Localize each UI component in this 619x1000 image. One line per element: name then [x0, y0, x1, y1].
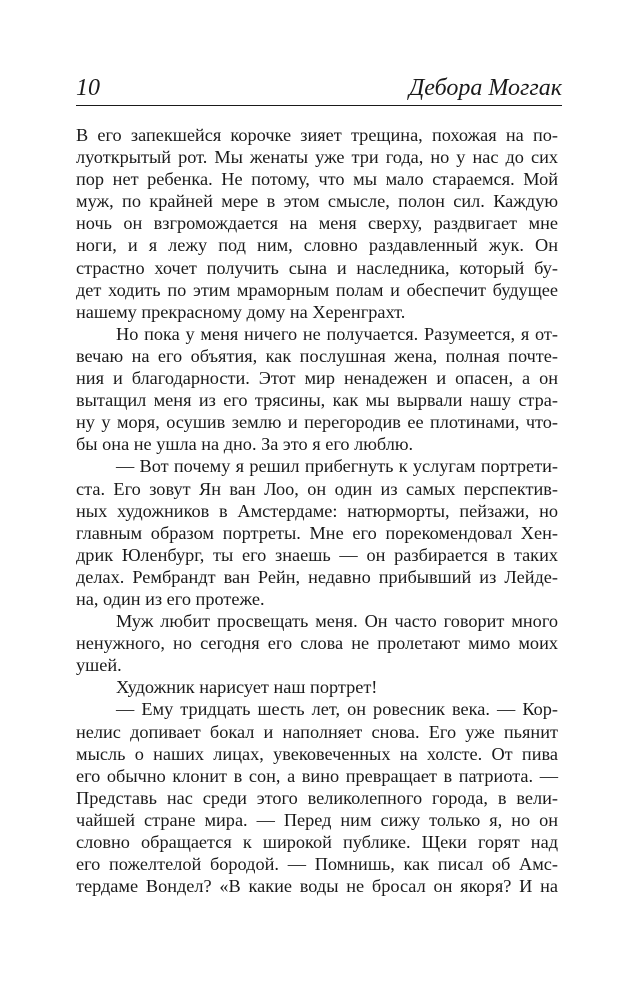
- text-line: на, один из его протеже.: [76, 588, 265, 609]
- text-line: ноги, и я лежу под ним, словно раздавленный жук. Он: [76, 235, 558, 256]
- text-line: В его запекшейся корочке зияет трещина, похожая на по-: [76, 125, 558, 145]
- text-line: — Вот почему я решил прибегнуть к услугам портрети-: [116, 456, 558, 477]
- text-line: тердаме Вондел? «В какие воды не бросал он якоря? И на: [76, 876, 558, 897]
- text-line: вечаю на его объятия, как послушная жена, полная почте-: [76, 345, 558, 366]
- text-line: луоткрытый рот. Мы женаты уже три года, но у нас до сих: [76, 147, 558, 168]
- text-line: страстно хочет получить сына и наследника, который бу-: [76, 257, 558, 278]
- text-line: дрик Юленбург, ты его знаешь — он разбирается в таких: [76, 544, 558, 565]
- text-line: Представь нас среди этого великолепного города, в вели-: [76, 787, 558, 808]
- header-rule: [76, 105, 562, 106]
- text-line: нелис допивает бокал и наполняет снова. Его уже пьянит: [76, 721, 558, 742]
- text-line: мысль о наших лицах, увековеченных на холсте. От пива: [76, 743, 558, 764]
- text-line: бы она не ушла на дно. За это я его люблю.: [76, 434, 414, 455]
- text-line: главным образом портреты. Мне его порекомендовал Хен-: [76, 522, 558, 543]
- text-line: его обычно клонит в сон, а вино превращает в патриота. —: [76, 765, 558, 786]
- text-line: ста. Его зовут Ян ван Лоо, он один из самых перспектив-: [76, 478, 558, 499]
- text-line: пор нет ребенка. Не потому, что мы мало стараемся. Мой: [76, 169, 558, 190]
- page-number: 10: [76, 75, 100, 101]
- text-line: ушей.: [76, 655, 122, 676]
- text-line: ния и благодарности. Этот мир ненадежен и опасен, а он: [76, 368, 558, 389]
- text-line: Художник нарисует наш портрет!: [116, 677, 378, 698]
- text-line: ненужного, но сегодня его слова не пролетают мимо моих: [76, 633, 558, 654]
- text-line: Но пока у меня ничего не получается. Разумеется, я от-: [116, 323, 558, 344]
- text-line: ну у моря, осушив землю и перегородив ее плотинами, что-: [76, 412, 558, 433]
- text-line: вытащил меня из его трясины, как мы вырвали нашу стра-: [76, 390, 558, 411]
- running-header: [76, 66, 562, 106]
- text-line: — Ему тридцать шесть лет, он ровесник века. — Кор-: [116, 699, 558, 720]
- text-line: Муж любит просвещать меня. Он часто говорит много: [116, 611, 558, 632]
- text-line: нашему прекрасному дому на Херенграхт.: [76, 301, 406, 322]
- body-text: [76, 124, 558, 897]
- text-line: муж, по крайней мере в этом смысле, полон сил. Каждую: [76, 191, 558, 212]
- text-line: ных художников в Амстердаме: натюрморты, пейзажи, но: [76, 500, 558, 521]
- text-line: его пожелтелой бородой. — Помнишь, как писал об Амс-: [76, 854, 558, 875]
- text-line: ночь он взгромождается на меня сверху, раздвигает мне: [76, 213, 558, 234]
- text-line: дет ходить по этим мраморным полам и обеспечит будущее: [76, 279, 558, 300]
- text-line: словно обращается к широкой публике. Щеки горят над: [76, 832, 558, 852]
- text-line: чайшей стране мира. — Перед ним сижу только я, но он: [76, 809, 558, 830]
- running-title: Дебора Моггак: [409, 75, 562, 101]
- text-line: делах. Рембрандт ван Рейн, недавно прибывший из Лейде-: [76, 566, 558, 587]
